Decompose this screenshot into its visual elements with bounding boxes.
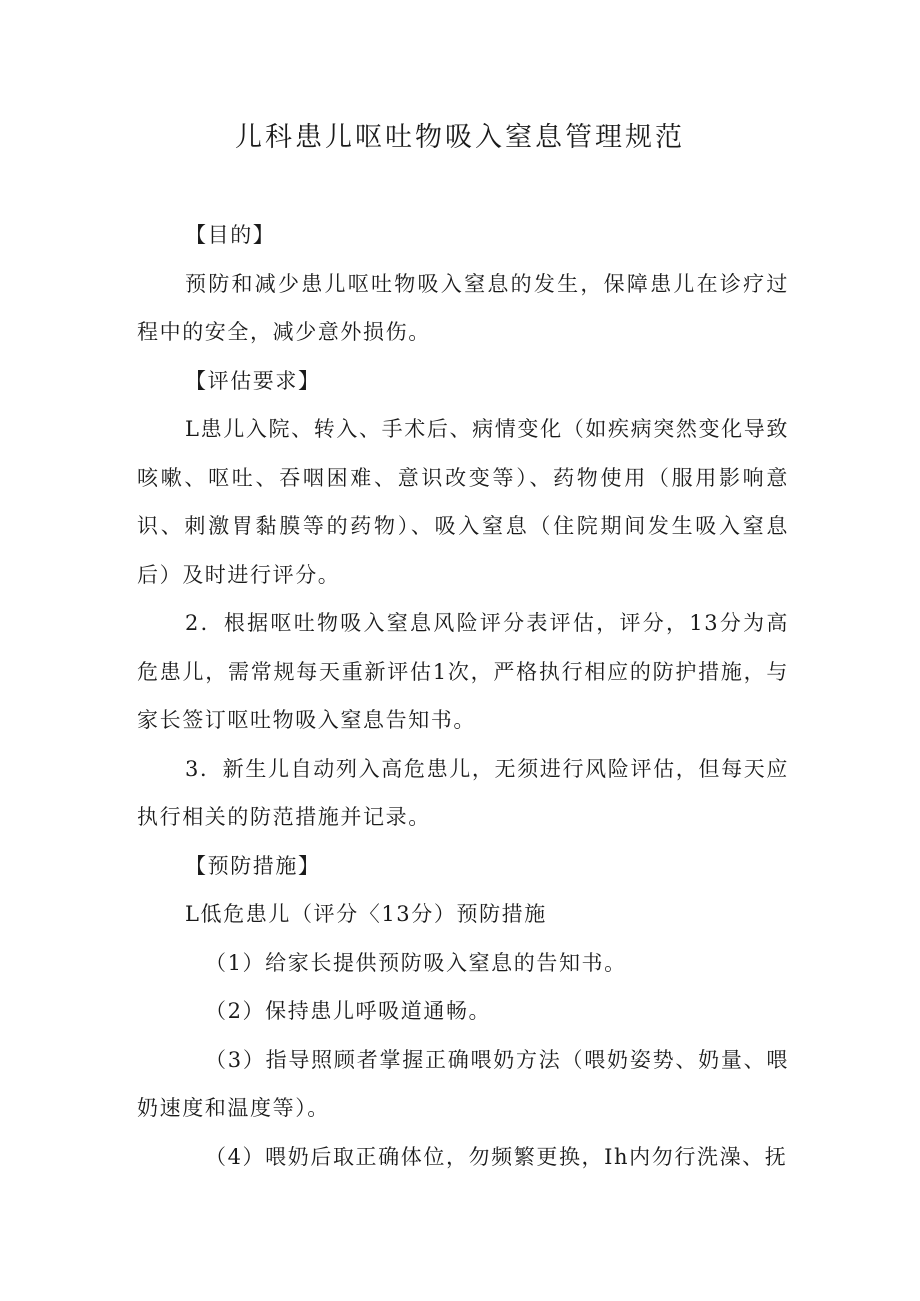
list-item-measure-1: （1）给家长提供预防吸入窒息的告知书。	[205, 950, 627, 975]
list-item-measure-2: （2）保持患儿呼吸道通畅。	[205, 999, 492, 1023]
list-item-measure-4: （4）喂奶后取正确体位，勿频繁更换，Ih内勿行洗澡、抚	[205, 1144, 788, 1169]
paragraph-purpose: 预防和减少患儿呕吐物吸入窒息的发生，保障患儿在诊疗过程中的安全，减少意外损伤。	[137, 271, 789, 344]
document-title: 儿科患儿呕吐物吸入窒息管理规范	[235, 122, 685, 153]
section-heading-purpose: 【目的】	[185, 223, 276, 247]
paragraph-assessment-2: 2．根据呕吐物吸入窒息风险评分表评估，评分，13分为高危患儿，需常规每天重新评估1次，严格执行相应的防护措施，与家长签订呕吐物吸入窒息告知书。	[137, 611, 789, 732]
paragraph-low-risk: L低危患儿（评分〈13分）预防措施	[185, 902, 547, 926]
document-body	[137, 211, 789, 1181]
paragraph-assessment-1: L患儿入院、转入、手术后、病情变化（如疾病突然变化导致咳嗽、呕吐、吞咽困难、意识改变等）、药物使用（服用影响意识、刺激胃黏膜等的药物）、吸入窒息（住院期间发生吸入窒息后）及时进行评分。	[137, 417, 789, 587]
section-heading-assessment: 【评估要求】	[185, 368, 321, 393]
list-item-measure-3: （3）指导照顾者掌握正确喂奶方法（喂奶姿势、奶量、喂奶速度和温度等）。	[137, 1047, 789, 1120]
section-heading-prevention: 【预防措施】	[185, 853, 321, 878]
paragraph-assessment-3: 3．新生儿自动列入高危患儿，无须进行风险评估，但每天应执行相关的防范措施并记录。	[137, 756, 789, 829]
